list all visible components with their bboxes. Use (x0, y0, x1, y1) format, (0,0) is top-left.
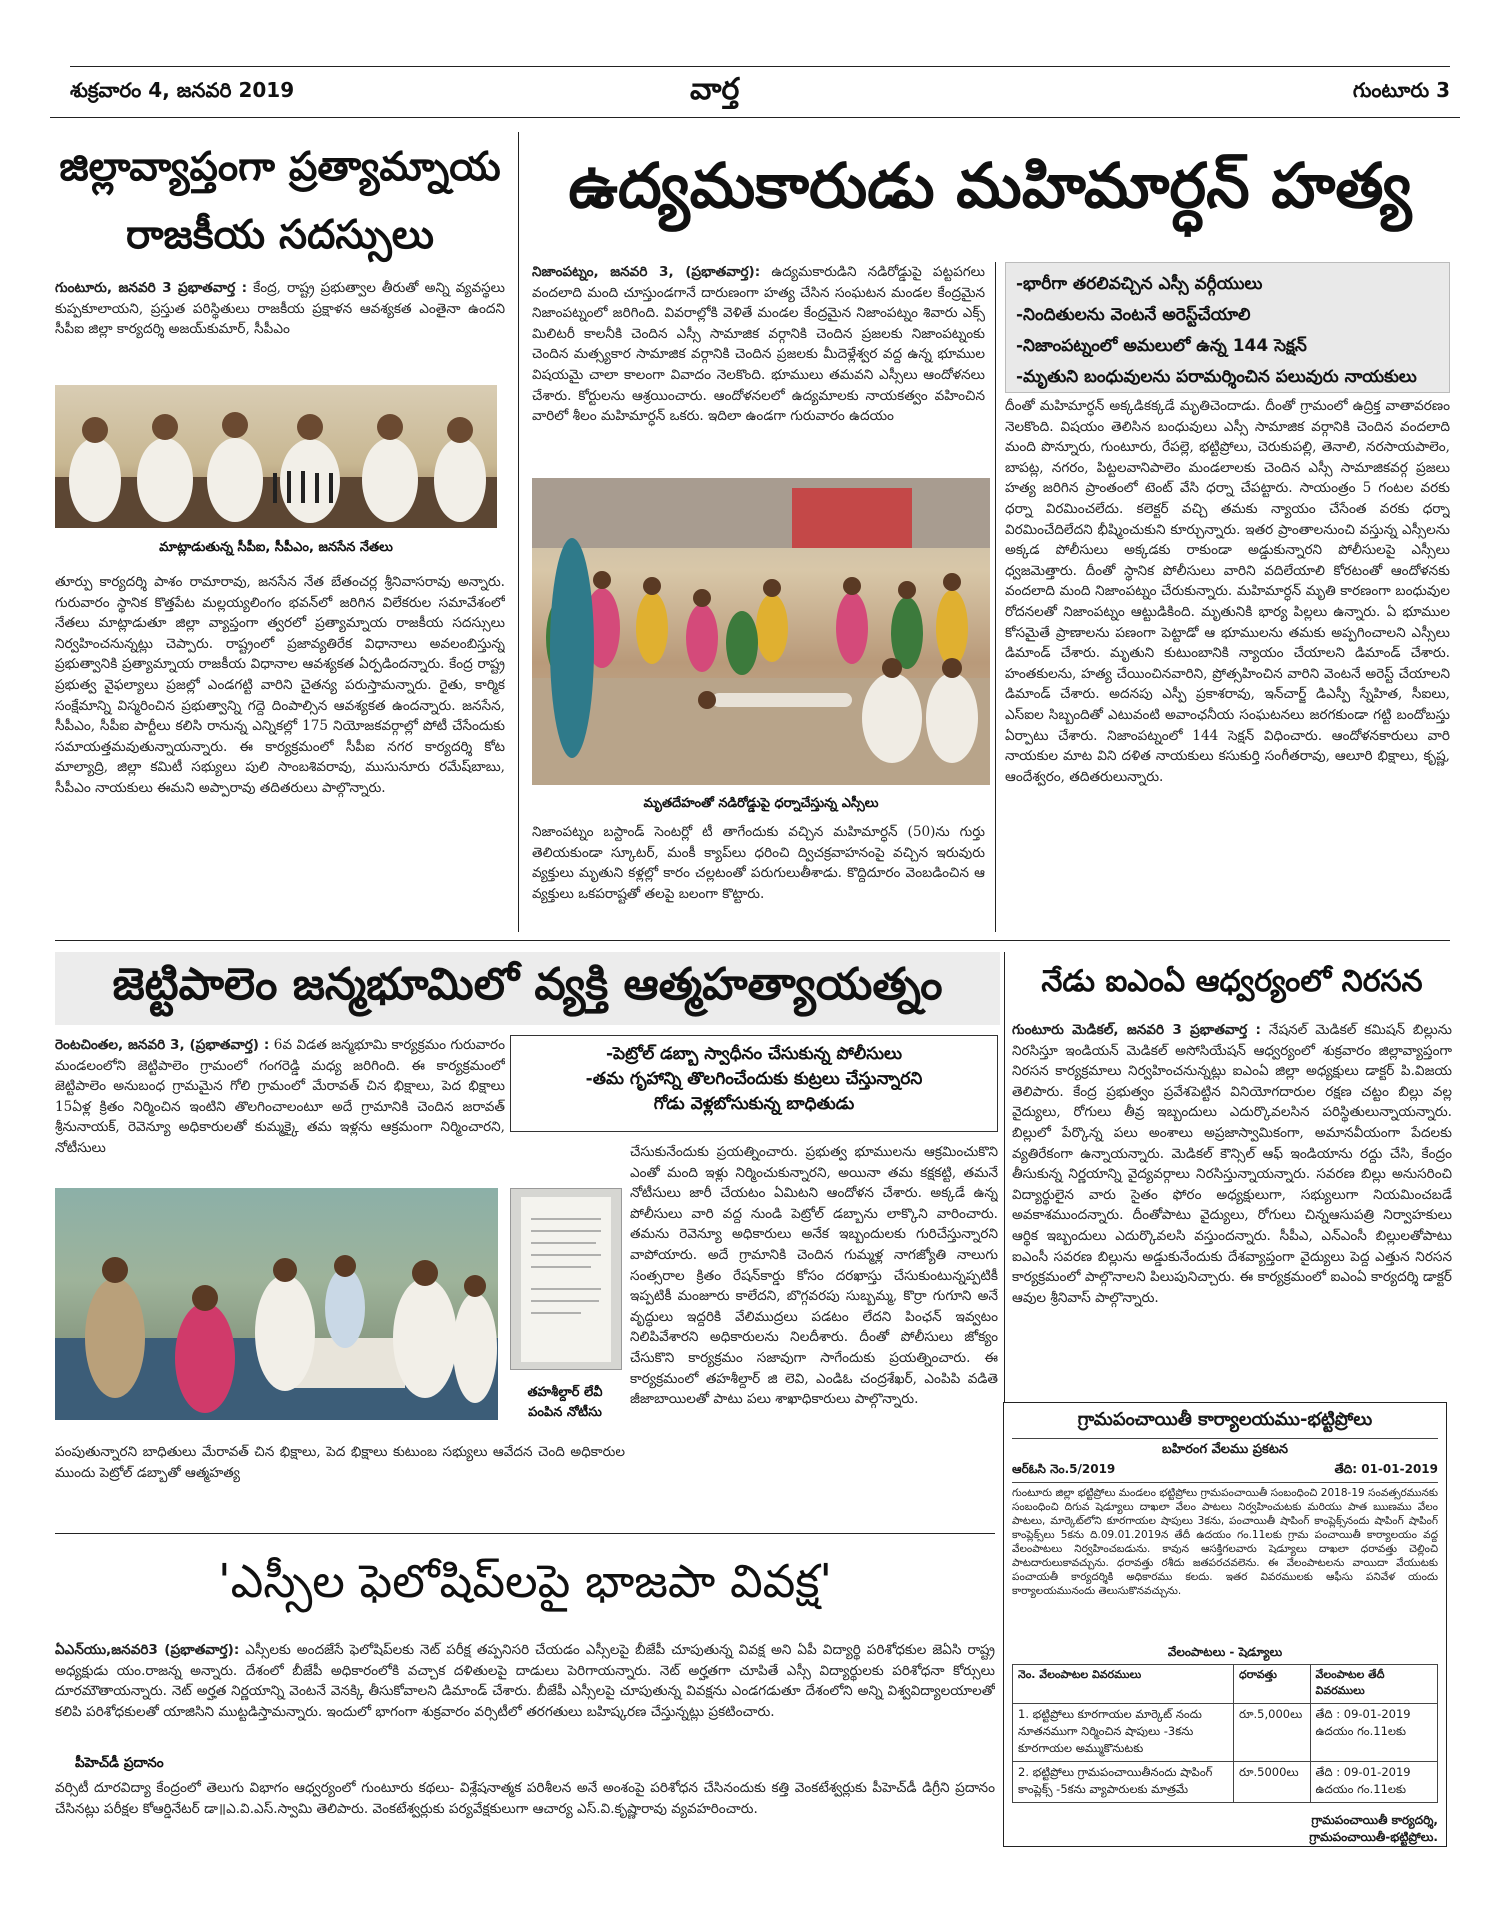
story5-dateline: ఏఎన్‌యు,జనవరి3 (ప్రభాతవార్త): (55, 1642, 240, 1658)
story1-headline-line1: జిల్లావ్యాప్తంగా ప్రత్యామ్నాయ (59, 144, 501, 190)
notice-schedule-table (1012, 1664, 1438, 1803)
story1-photo-caption: మాట్లాడుతున్న సీపీఐ, సీపీఎం, జనసేన నేతలు (159, 540, 393, 555)
story5-para2: వర్సిటీ దూరవిద్యా కేంద్రంలో తెలుగు విభాగం ఆధ్వర్యంలో గుంటూరు కథలు- విశ్లేషనాత్మక పరిశీలన అనే అంశంపై పరిశోధన చేసినందుకు కత్తి వెంకటేశ్వర్లుకు పీహెచ్‌డీ డిగ్రీని ప్రదానం చేసినట్లు పరీక్షల కోఆర్డినేటర్ డా॥ఎ.వి.ఎస్.స్వామి తెలిపారు. వెంకటేశ్వర్లుకు పర్యవేక్షకులుగా ఆచార్య ఎస్.వి.కృష్ణారావు వ్యవహరించారు. (55, 1780, 995, 1817)
notice-photo-caption-2: పంపిన నోటీసు (528, 1405, 602, 1420)
story5-body (55, 1640, 995, 1750)
story5-headline: 'ఎస్సీల ఫెలోషిప్‌లపై భాజపా వివక్ష' (217, 1554, 833, 1608)
top-rule (70, 66, 1450, 67)
highlight-item: -మృతుని బంధువులను పరామర్శించిన పలువురు నాయకులు (1016, 367, 1417, 387)
notice-date: తేది: 01-01-2019 (1334, 1462, 1438, 1476)
story1-dateline: గుంటూరు, జనవరి 3 ప్రభాతవార్త : (55, 280, 248, 296)
notice-ref: ఆర్‌ఓసి నెం.5/2019 (1012, 1462, 1116, 1476)
notice-photo-caption-1: తహశీల్దార్ లేవీ (527, 1385, 603, 1400)
column-divider-1 (518, 132, 519, 932)
story1-photo (55, 385, 497, 528)
story4-para: నేషనల్ మెడికల్ కమిషన్ బిల్లును నిరసిస్తూ ఇండియన్ మెడికల్ అసోసియేషన్ ఆధ్వర్యంలో శుక్రవారం జిల్లావ్యాప్తంగా నిరసన కార్యక్రమాలు నిర్వహించనున్నట్లు ఐఎంఏ జిల్లా అధ్యక్షులు డాక్టర్ పి.విజయ తెలిపారు. కేంద్ర ప్రభుత్వం ప్రవేశపెట్టిన వినియోగదారుల రక్షణ చట్టం బిల్లు వల్ల వైద్యులు, రోగులు తీవ్ర ఇబ్బందులు ఎదుర్కొవలసిన పరిస్థితులున్నాయన్నారు. బిల్లులో పేర్కొన్న పలు అంశాలు అప్రజాస్వామికంగా, అమానవీయంగా పేదలకు వ్యతిరేకంగా ఉన్నాయన్నారు. మెడికల్ కౌన్సిల్ ఆఫ్ ఇండియాను రద్దు చేసి, కేంద్రం తీసుకున్న నిర్ణయాన్ని వైద్యవర్గాలు నిరసిస్తున్నాయన్నారు. సవరణ బిల్లు అనుసరించి విద్యార్థులైన వారు సైతం ఫోరం అధ్యక్షులుగా, సభ్యులుగా నియమించబడే అవకాశముందన్నారు. దీంతోపాటు వైద్యులు, రోగులు చిన్నఆసుపత్రి నిర్వాహకులు ఆర్థిక ఇబ్బందులు ఎదుర్కొవలసి వస్తుందన్నారు. సీపీఎ, ఎన్ఎంసీ బిల్లులతోపాటు ఐఎంసీ సవరణ బిల్లును అడ్డుకునేందుకు దేశవ్యాప్తంగా వైద్యులు పెద్ద ఎత్తున నిరసన కార్యక్రమంలో పాల్గొనాలని పిలుపునిచ్చారు. ఈ కార్యక్రమంలో ఐఎంఏ కార్యదర్శి డాక్టర్ ఆవుల శ్రీనివాస్ పాల్గొన్నారు. (1012, 1022, 1452, 1306)
section-rule-1 (55, 940, 1450, 941)
story3-quote-box (510, 1035, 998, 1132)
highlight-item: -నిజాంపట్నంలో అమలులో ఉన్న 144 సెక్షన్ (1016, 336, 1307, 356)
story1-para2: తూర్పు కార్యదర్శి పాశం రామారావు, జనసేన నేత బేతంచర్ల శ్రీనివాసరావు అన్నారు. గురువారం స్థానిక కొత్తపేట మల్లయ్యలింగం భవన్‌లో జరిగిన విలేకరుల సమావేశంలో నేతలు మాట్లాడుతూ జిల్లా వ్యాప్తంగా త్వరలో ప్రత్యామ్నాయ రాజకీయ సదస్సులు నిర్వహించనున్నట్లు చెప్పారు. రాష్ట్రంలో ప్రజావ్యతిరేక విధానాలు అవలంబిస్తున్న ప్రభుత్వానికి ప్రత్యామ్నాయ రాజకీయ విధానాల ఆవశ్యకత ఏర్పడిందన్నారు. కేంద్ర రాష్ట్ర ప్రభుత్వ వైఫల్యాలు ప్రజల్లో ఎండగట్టి వారిని చైతన్య పరుస్తామన్నారు. రైతు, కార్మిక సంక్షేమాన్ని విస్మరించిన ప్రభుత్వాన్ని గద్దె దింపాల్సిన ఆవశ్యకత ఉందన్నారు. జనసేన, సీపీఎం, సీపీఐ పార్టీలు కలిసి రానున్న ఎన్నికల్లో 175 నియోజకవర్గాల్లో పోటీ చేసేందుకు సమాయత్తమవుతున్నాయన్నారు. ఈ కార్యక్రమంలో సీపీఐ నగర కార్యదర్శి కోట మాల్యాద్రి, జిల్లా కమిటీ సభ్యులు పులి సాంబశివరావు, ముసునూరు రమేష్‌బాబు, సీపీఎం నాయకులు ఈమని అప్పారావు తదితరులు పాల్గొన్నారు. (55, 574, 505, 796)
story4-dateline: గుంటూరు మెడికల్, జనవరి 3 ప్రభాతవార్త : (1012, 1022, 1261, 1038)
column-divider-2 (995, 262, 996, 932)
story2-photo-caption: మృతదేహంతో నడిరోడ్డుపై ధర్నాచేస్తున్న ఎస్సీలు (643, 796, 879, 811)
table-cell: తేది : 09-01-2019 ఉదయం గం.11లకు (1310, 1762, 1438, 1803)
story2-photo (532, 478, 990, 785)
table-row (1013, 1762, 1438, 1803)
quote-line: గోడు వెళ్లబోసుకున్న బాధితుడు (653, 1094, 855, 1114)
masthead-logo: వార్త (690, 72, 740, 107)
story3-headline: జెట్టిపాలెం జన్మభూమిలో వ్యక్తి ఆత్మహత్యాయత్నం (112, 959, 943, 1010)
story2-para-bottom: నిజాంపట్నం బస్టాండ్ సెంటర్లో టీ తాగేందుకు వచ్చిన మహిమార్ధన్ (50)ను గుర్తు తెలియకుండా స్కూటర్, మంకీ క్యాప్‌లు ధరించి ద్విచక్రవాహనంపై వచ్చిన ఇరువురు వ్యక్తులు మృతుని కళ్లల్లో కారం చల్లటంతో పరుగులుతీశాడు. కొద్దిదూరం వెంబడించిన ఆ వ్యక్తులు ఒకపరాష్టతో తలపై బలంగా కొట్టారు. (532, 824, 985, 902)
protest-scene-illustration (532, 478, 990, 785)
notice-title: గ్రామపంచాయితీ కార్యాలయము-భట్టిప్రోలు (1012, 1409, 1438, 1439)
story4-body (1012, 1020, 1452, 1378)
highlight-item: -భారీగా తరలివచ్చిన ఎస్సీ వర్గీయులు (1016, 274, 1263, 294)
table-cell: 2. భట్టిప్రోలు గ్రామపంచాయితీనందు షాపింగ్ కాంప్లెక్స్ -5కను వ్యాపారులకు మాత్రమే (1013, 1762, 1234, 1803)
story2-para1: ఉద్యమకారుడిని నడిరోడ్డుపై పట్టపగలు వందలాది మంది చూస్తుండగానే దారుణంగా హత్య చేసిన సంఘటన మండల కేంద్రమైన నిజాంపట్నంలో జరిగింది. వివరాల్లోకి వెళితే మండల కేంద్రమైన నిజాంపట్నం శివారు ఎక్స్ మిలిటరీ కాలనీకి చెందిన ఎస్సీ సామాజిక వర్గానికి చెందిన ప్రజలకు నిజాంపట్నంకు చెందిన మత్స్యకార సామాజిక వర్గానికి చెందిన ప్రజలకు మీదెళ్లేశ్వర వద్ద ఉన్న భూముల విషయమై చాలా కాలంగా వివాదం నెలకొంది. భూములు తమవని ఎస్సీలు ఆందోళనలు చేశారు. కోర్టులను ఆశ్రయించారు. ఆందోళనలలో ఉద్యమాలకు నాయకత్వం వహించిన వారిలో శీలం మహిమార్ధన్ ఒకరు. ఇదిలా ఉండగా గురువారం ఉదయం (532, 264, 985, 425)
story3-intro (55, 1035, 505, 1163)
notice-signature-2: గ్రామపంచాయితీ-భట్టిప్రోలు. (1309, 1830, 1438, 1844)
notice-signature-1: గ్రామపంచాయితీ కార్యదర్శి, (1311, 1813, 1438, 1827)
story2-highlights (1005, 262, 1450, 393)
notice-document-photo (510, 1188, 622, 1370)
col-header: ధరావత్తు (1234, 1665, 1311, 1704)
col-header: నెం. వేలంపాటల వివరములు (1013, 1665, 1234, 1704)
notice-subtitle: బహిరంగ వేలము ప్రకటన (1161, 1442, 1288, 1457)
notice-body: గుంటూరు జిల్లా భట్టిప్రోలు మండలం భట్టిప్రోలు గ్రామపంచాయితీ సంబంధించి 2018-19 సంవత్సరమునకు సంబంధించి దిగువ షెడ్యూలు దాఖలా వేలం పాటలు నిర్వహించుటకు మరియు పాత ఋణము వేలం పాటలు, మార్కెట్‌లోని కూరగాయల షాపులు 3కను, పంచాయితీ షాపింగ్ కాంప్లెక్స్‌నందు షాపింగ్ షాపింగ్ కాంప్లెక్స్‌లు 5కను ది.09.01.2019న తేదీ ఉదయం గం.11లకు గ్రామ పంచాయితీ కార్యాలయం వద్ద వేలంపాటలు నిర్వహించబడును. కావున ఆసక్తిగలవారు షెడ్యూలు దాఖలా ధరావత్తు చెల్లించి పాటదారులుకావచ్చును. ధరావత్తు రశీదు జతపరచవలెను. ఈ వేలంపాటలను వాయిదా వేయుటకు పంచాయతీ కార్యదర్శికి అధికారము కలదు. ఇతర వివరములకు ఆఫీసు పనివేళ యందు కార్యాలయమునందు తెలుసుకొనవచ్చును. (1012, 1487, 1438, 1597)
section-rule-2 (55, 1533, 995, 1534)
story2-headline: ఉద్యమకారుడు మహిమార్ధన్ హత్య (568, 149, 1412, 222)
table-row (1013, 1704, 1438, 1762)
story3-dateline: రెంటచింతల, జనవరి 3, (ప్రభాతవార్త) : (55, 1037, 270, 1053)
press-meet-illustration (55, 385, 497, 528)
story2-para-right: దీంతో మహిమార్ధన్ అక్కడికక్కడే మృతిచెందాడు. దీంతో గ్రామంలో ఉద్రిక్త వాతావరణం నెలకొంది. విషయం తెలిసిన బంధువులు ఎస్సీ సామాజిక వర్గానికి చెందిన వందలాది మంది పొన్నూరు, గుంటూరు, రేపల్లె, భట్టిప్రోలు, చెరుకుపల్లి, తెనాలి, నరసాయపాలెం, బాపట్ల, నగరం, పిట్టలవానిపాలెం మండలాలకు చెందిన ఎస్సీ సామాజికవర్గ ప్రజలు హత్య జరిగిన ప్రాంతంలో టెంట్ వేసి ధర్నా చేపట్టారు. సాయంత్రం 5 గంటల వరకు ధర్నా విరమించలేదు. కలెక్టర్ వచ్చి తమకు న్యాయం చేసేంత వరకు ధర్నా విరమించేదిలేదని భీష్మించుకుని కూర్చున్నారు. ఇతర ప్రాంతాలనుంచి వస్తున్న ఎస్సీలను అక్కడ పోలీసులు అక్కడకు రాకుండా అడ్డుకున్నారని పోలీసులపై ఎస్సీలు ధ్వజమెత్తారు. దీంతో స్థానిక పోలీసులు వారిని వదిలేయాలి కోరటంతో ఆందోళనకు వందలాది మంది నిజాంపట్నం చేరుకున్నారు. మహిమార్ధన్ మృతి కారణంగా బంధువుల రోదనలతో నిజాంపట్నం ఆట్టుడికింది. మృతునికి భార్య పిల్లలు ఉన్నారు. ఏ భూముల కోసమైతే ప్రాణాలను పణంగా పెట్టాడో ఆ భూములను తమకు అప్పగించాలని ఎస్సీలు డిమాండ్ చేశారు. మృతుని కుటుంబానికి న్యాయం చేయాలని డిమాండ్ చేశారు. హంతకులను, హత్య చేయించినవారిని, ప్రోత్సహించిన వారిని వెంటనే అరెస్ట్ చేయాలని డిమాండ్ చేశారు. అదనపు ఎస్పీ ప్రకాశరావు, ఇన్‌చార్జ్ డిఎస్పీ స్నేహిత, సీఐలు, ఎస్ఐల సిబ్బందితో ఎటువంటి అవాంఛనీయ సంఘటనలు జరగకుండా గట్టి బందోబస్తు ఏర్పాటు చేశారు. నిజాంపట్నంలో 144 సెక్షన్ విధించారు. ఆందోళనకారులు వారి నాయకుల మాట విని దళిత నాయకులు కసుకుర్తి సంగీతరావు, ఆలూరి భిక్షాలు, కృష్ణ, ఆందేశ్వరం, తదితరులున్నారు. (1005, 398, 1450, 785)
story2-dateline: నిజాంపట్నం, జనవరి 3, (ప్రభాతవార్త): (532, 264, 761, 280)
document-icon (511, 1189, 621, 1369)
story5-para1: ఎస్సీలకు అందజేసే ఫెలోషిప్‌లకు నెట్ పరీక్ష తప్పనిసరి చేయడం ఎస్సీలపై బీజేపీ చూపుతున్న వివక్ష అని ఏపీ విద్యార్థి పరిశోధకుల జెఏసి రాష్ట్ర అధ్యక్షుడు యం.రాజన్న అన్నారు. దేశంలో బీజేపీ అధికారంలోకి వచ్చాక దళితులపై దాడులు పెరిగాయన్నారు. నెట్ అర్హతగా చూపితే ఎస్సీ విద్యార్థులకు పరిశోధనా కోర్సులు దూరమౌతాయన్నారు. నెట్ అర్హత నిర్ణయాన్ని వెంటనే వెనక్కి తీసుకోవాలని డిమాండ్ చేశారు. బీజేపీ ఎస్సీలపై చూపుతున్న వివక్షను ఎండగడుతూ దేశంలోని అన్ని విశ్వవిద్యాలయాలతో కలిపి పరిశోధకులతో యాజిసిని ముట్టడిస్తామన్నారు. ఇందులో భాగంగా శుక్రవారం వర్సిటీలో తరగతులు బహిష్కరణ చేస్తున్నట్లు ప్రకటించారు. (55, 1642, 995, 1720)
auction-notice (1003, 1402, 1447, 1847)
story1-para1: కేంద్ర, రాష్ట్ర ప్రభుత్వాల తీరుతో అన్ని వ్యవస్థలు కుప్పకూలాయని, ప్రస్తుత పరిస్థితులు రాజకీయ ప్రక్షాళన ఆవశ్యకత ఎంతైనా ఉందని సీపీఐ జిల్లా కార్యదర్శి అజయ్‌కుమార్, సీపీఎం (55, 280, 505, 338)
story1-intro (55, 278, 505, 362)
story3-photo (55, 1188, 498, 1420)
story4-headline: నేడు ఐఎంఏ ఆధ్వర్యంలో నిరసన (1041, 964, 1423, 999)
page-label: గుంటూరు 3 (1352, 78, 1450, 102)
story3-para-bottom: పంపుతున్నారని బాధితులు మేరావత్ చిన భిక్షాలు, పెద భిక్షాలు కుటుంబ సభ్యులు ఆవేదన చెంది అధికారుల ముందు పెట్రోల్ డబ్బాతో ఆత్మహత్య (55, 1444, 625, 1481)
table-cell: 1. భట్టిప్రోలు కూరగాయల మార్కెట్ నందు నూతనముగా నిర్మించిన షాపులు -3కను కూరగాయల అమ్ముకొనుటకు (1013, 1704, 1234, 1762)
quote-line: -పెట్రోల్ డబ్బా స్వాధీనం చేసుకున్న పోలీసులు (606, 1044, 902, 1064)
story5-subhead: పీహెచ్‌డీ ప్రదానం (75, 1755, 164, 1771)
table-cell: రూ.5000లు (1234, 1762, 1311, 1803)
story3-para-right: చేసుకునేందుకు ప్రయత్నించారు. ప్రభుత్వ భూములను ఆక్రమించుకొని ఎంతో మంది ఇళ్లు నిర్మించుకున్నారని, అయినా తమ కక్షకట్టి, తమనే నోటీసులు జారీ చేయటం ఏమిటని ఆందోళన చేశారు. అక్కడే ఉన్న పోలీసులు వారి వద్ద నుండి పెట్రోల్ డబ్బాను లాక్కొని వారించారు. తమను రెవెన్యూ అధికారులు అనేక ఇబ్బందులకు గురిచేస్తున్నారని వాపోయారు. అదే గ్రామానికి చెందిన గుమ్మళ్ల నాగజ్యోతి నాలుగు సంత్సరాల క్రితం రేషన్‌కార్డు కోసం దరఖాస్తు చేసుకుంటున్నప్పటికీ ఇప్పటికీ మంజూరు కాలేదని, బొగ్గవరపు సుబ్బమ్మ, కొర్రా గుగూని అనే వృద్ధులు ఇద్దరికి వేలిముద్రలు పడటం లేదని పింఛన్ ఇవ్వటం నిలిపివేశారని అధికారులను నిలదీశారు. దీంతో పోలీసులు జోక్యం చేసుకొని కార్యక్రమం సజావుగా సాగేందుకు ప్రయత్నించారు. ఈ కార్యక్రమంలో తహశీల్దార్ జి లెవి, ఎండిఓ చంద్రశేఖర్, ఎంపిపి వడితె జీజాబాయిలతో పాటు పలు శాఖాధికారులు పాల్గొన్నారు. (630, 1144, 998, 1408)
story1-headline-line2: రాజకీయ సదస్సులు (126, 212, 434, 258)
notice-schedule-title: వేలంపాటలు - షెడ్యూలు (1167, 1645, 1283, 1659)
header-rule (50, 117, 1460, 118)
story3-para1: 6వ విడత జన్మభూమి కార్యక్రమం గురువారం మండలంలోని జెట్టిపాలెం గ్రామంలో గంగరెడ్డి మధ్య జరిగింది. ఈ కార్యక్రమంలో జెట్టిపాలెం అనుబంధ గ్రామమైన గోలి గ్రామంలో మేరావత్ చిన భిక్షాలు, పెద భిక్షాలు 15ఏళ్ల క్రితం నిర్మించిన ఇంటిని తొలగించాలంటూ అదే గ్రామానికి చెందిన జరావత్ శ్రీనునాయక్, రెవెన్యూ అధికారులతో కుమ్మక్కై తమ ఇళ్లను ఆక్రమంగా నిర్మించారని, నోటీసులు (55, 1037, 505, 1156)
table-cell: తేది : 09-01-2019 ఉదయం గం.11లకు (1310, 1704, 1438, 1762)
janmabhoomi-event-illustration (55, 1188, 498, 1420)
issue-date: శుక్రవారం 4, జనవరి 2019 (70, 78, 295, 102)
table-cell: రూ.5,000లు (1234, 1704, 1311, 1762)
col-header: వేలంపాటల తేదీ వివరములు (1310, 1665, 1438, 1704)
quote-line: -తమ గృహాన్ని తొలగించేందుకు కుట్రలు చేస్తున్నారని (585, 1069, 923, 1089)
story2-intro (532, 262, 985, 468)
highlight-item: -నిందితులను వెంటనే అరెస్ట్‌చేయాలి (1016, 305, 1251, 325)
